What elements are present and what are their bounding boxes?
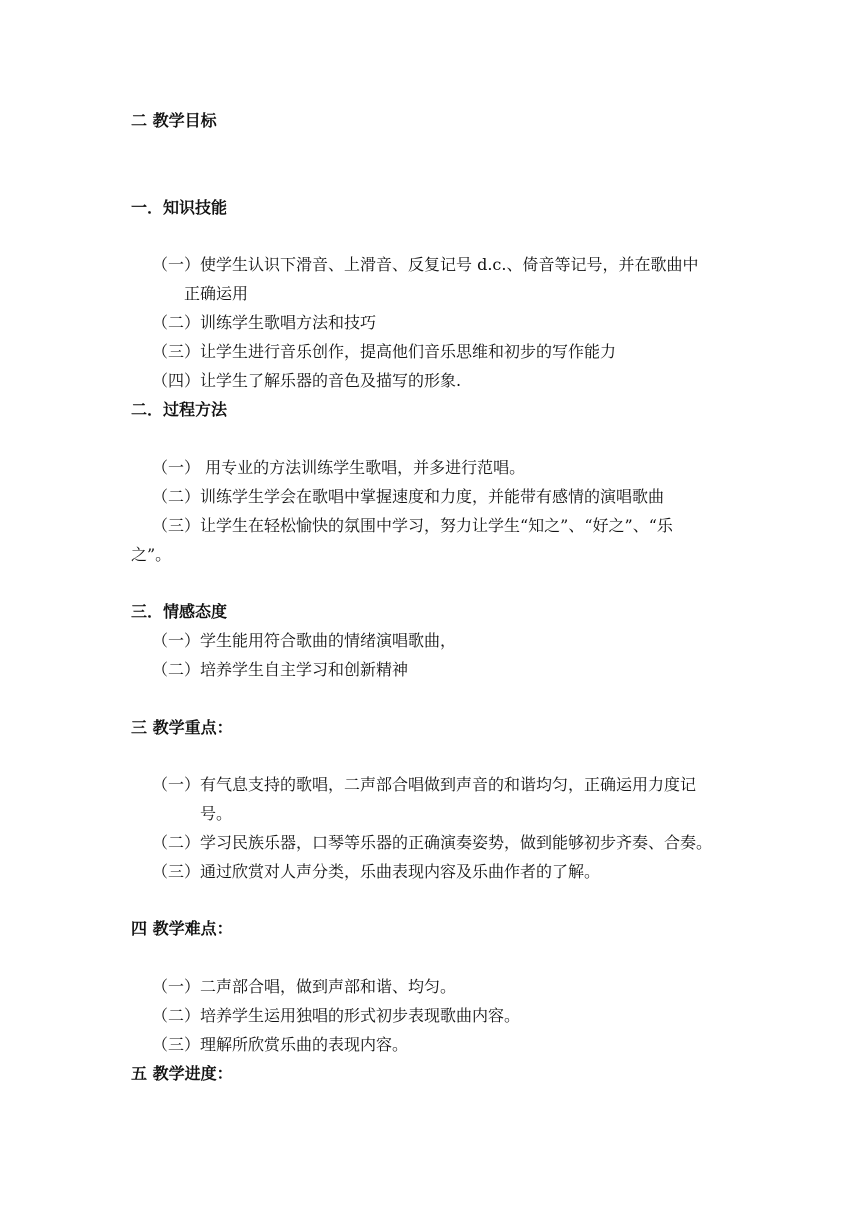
- list-item: （三）通过欣赏对人声分类，乐曲表现内容及乐曲作者的了解。: [152, 862, 601, 881]
- list-item: （二）培养学生运用独唱的形式初步表现歌曲内容。: [152, 1006, 521, 1025]
- list-item: （一） 用专业的方法训练学生歌唱，并多进行范唱。: [152, 458, 526, 477]
- list-item: （三）理解所欣赏乐曲的表现内容。: [152, 1035, 409, 1054]
- heading-teaching-progress: 五 教学进度：: [131, 1064, 233, 1083]
- heading-difficulties: 四 教学难点：: [131, 919, 233, 938]
- section-title-emotion-attitude: 三．情感态度: [131, 602, 228, 621]
- list-item: （一）使学生认识下滑音、上滑音、反复记号 d.c.、倚音等记号，并在歌曲中: [152, 255, 699, 274]
- list-item-continuation: 号。: [200, 804, 233, 823]
- list-item: （二）培养学生自主学习和创新精神: [152, 660, 409, 679]
- list-item: （二）训练学生歌唱方法和技巧: [152, 313, 377, 332]
- list-item: （二）训练学生学会在歌唱中掌握速度和力度，并能带有感情的演唱歌曲: [152, 487, 665, 506]
- list-item: （三）让学生在轻松愉快的氛围中学习，努力让学生“知之”、“好之”、“乐: [152, 516, 673, 535]
- list-item-continuation: 正确运用: [184, 284, 249, 303]
- list-item: （四）让学生了解乐器的音色及描写的形象.: [152, 371, 462, 390]
- heading-key-points: 三 教学重点：: [131, 718, 233, 737]
- list-item-continuation: 之”。: [131, 545, 172, 564]
- list-item: （一）有气息支持的歌唱，二声部合唱做到声音的和谐均匀，正确运用力度记: [152, 775, 697, 794]
- list-item: （一）二声部合唱，做到声部和谐、均匀。: [152, 977, 457, 996]
- list-item: （二）学习民族乐器，口琴等乐器的正确演奏姿势，做到能够初步齐奏、合奏。: [152, 833, 713, 852]
- section-title-process-methods: 二．过程方法: [131, 400, 228, 419]
- section-title-knowledge-skills: 一．知识技能: [131, 198, 228, 217]
- list-item: （一）学生能用符合歌曲的情绪演唱歌曲，: [152, 631, 457, 650]
- heading-teaching-goals: 二 教学目标: [131, 111, 217, 130]
- list-item: （三）让学生进行音乐创作，提高他们音乐思维和初步的写作能力: [152, 342, 617, 361]
